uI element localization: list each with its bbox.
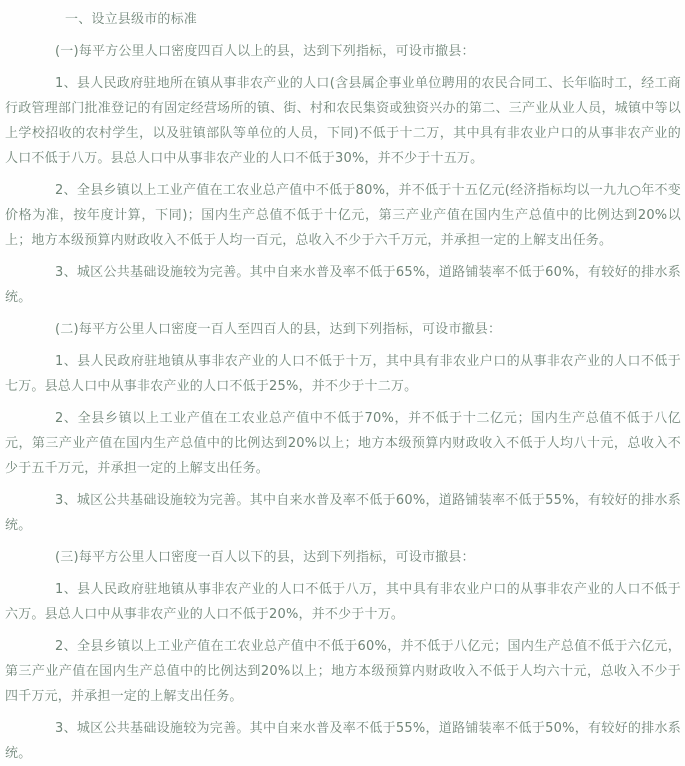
section-1-item-economy: 2、全县乡镇以上工业产值在工农业总产值中不低于80%，并不低于十五亿元(经济指标均以一九九○年不变价格为准，按年度计算，下同)；国内生产总值不低于十亿元，第三产业产值在国内生产总值中的比例达到20%以上；地方本级预算内财政收入不低于人均一百元，总收入不少于六千万元，并承担一定的上解支出任务。 — [5, 183, 681, 248]
section-1-item-infrastructure: 3、城区公共基础设施较为完善。其中自来水普及率不低于65%，道路铺装率不低于60%，有较好的排水系统。 — [5, 265, 681, 305]
section-3-heading: (三)每平方公里人口密度一百人以下的县，达到下列指标，可设市撤县： — [55, 550, 475, 565]
document-title: 一、设立县级市的标准 — [65, 12, 198, 27]
section-2-item-economy: 2、全县乡镇以上工业产值在工农业总产值中不低于70%，并不低于十二亿元；国内生产总值不低于八亿元，第三产业产值在国内生产总值中的比例达到20%以上；地方本级预算内财政收入不低于人均八十元，总收入不少于五千万元，并承担一定的上解支出任务。 — [5, 411, 681, 476]
section-3-item-economy: 2、全县乡镇以上工业产值在工农业总产值中不低于60%，并不低于八亿元；国内生产总值不低于六亿元，第三产业产值在国内生产总值中的比例达到20%以上；地方本级预算内财政收入不低于人均六十元，总收入不少于四千万元，并承担一定的上解支出任务。 — [5, 639, 681, 704]
section-3-item-population: 1、县人民政府驻地镇从事非农产业的人口不低于八万，其中具有非农业户口的从事非农产业的人口不低于六万。县总人口中从事非农产业的人口不低于20%，并不少于十万。 — [5, 582, 681, 622]
section-1-item-population: 1、县人民政府驻地所在镇从事非农产业的人口(含县属企事业单位聘用的农民合同工、长年临时工，经工商行政管理部门批准登记的有固定经营场所的镇、街、村和农民集资或独资兴办的第二、三产业从业人员，城镇中等以上学校招收的农村学生，以及驻镇部队等单位的人员，下同)不低于十二万，其中具有非农业户口的从事非农产业的人口不低于八万。县总人口中从事非农产业的人口不低于30%，并不少于十五万。 — [5, 76, 681, 166]
section-3-item-infrastructure: 3、城区公共基础设施较为完善。其中自来水普及率不低于55%，道路铺装率不低于50%，有较好的排水系统。 — [5, 721, 681, 761]
section-2-heading: (二)每平方公里人口密度一百人至四百人的县，达到下列指标，可设市撤县： — [55, 322, 502, 337]
section-2-item-population: 1、县人民政府驻地镇从事非农产业的人口不低于十万，其中具有非农业户口的从事非农产业的人口不低于七万。县总人口中从事非农产业的人口不低于25%，并不少于十二万。 — [5, 354, 681, 394]
section-2-item-infrastructure: 3、城区公共基础设施较为完善。其中自来水普及率不低于60%，道路铺装率不低于55%，有较好的排水系统。 — [5, 493, 681, 533]
section-1-heading: (一)每平方公里人口密度四百人以上的县，达到下列指标，可设市撤县： — [55, 44, 475, 59]
